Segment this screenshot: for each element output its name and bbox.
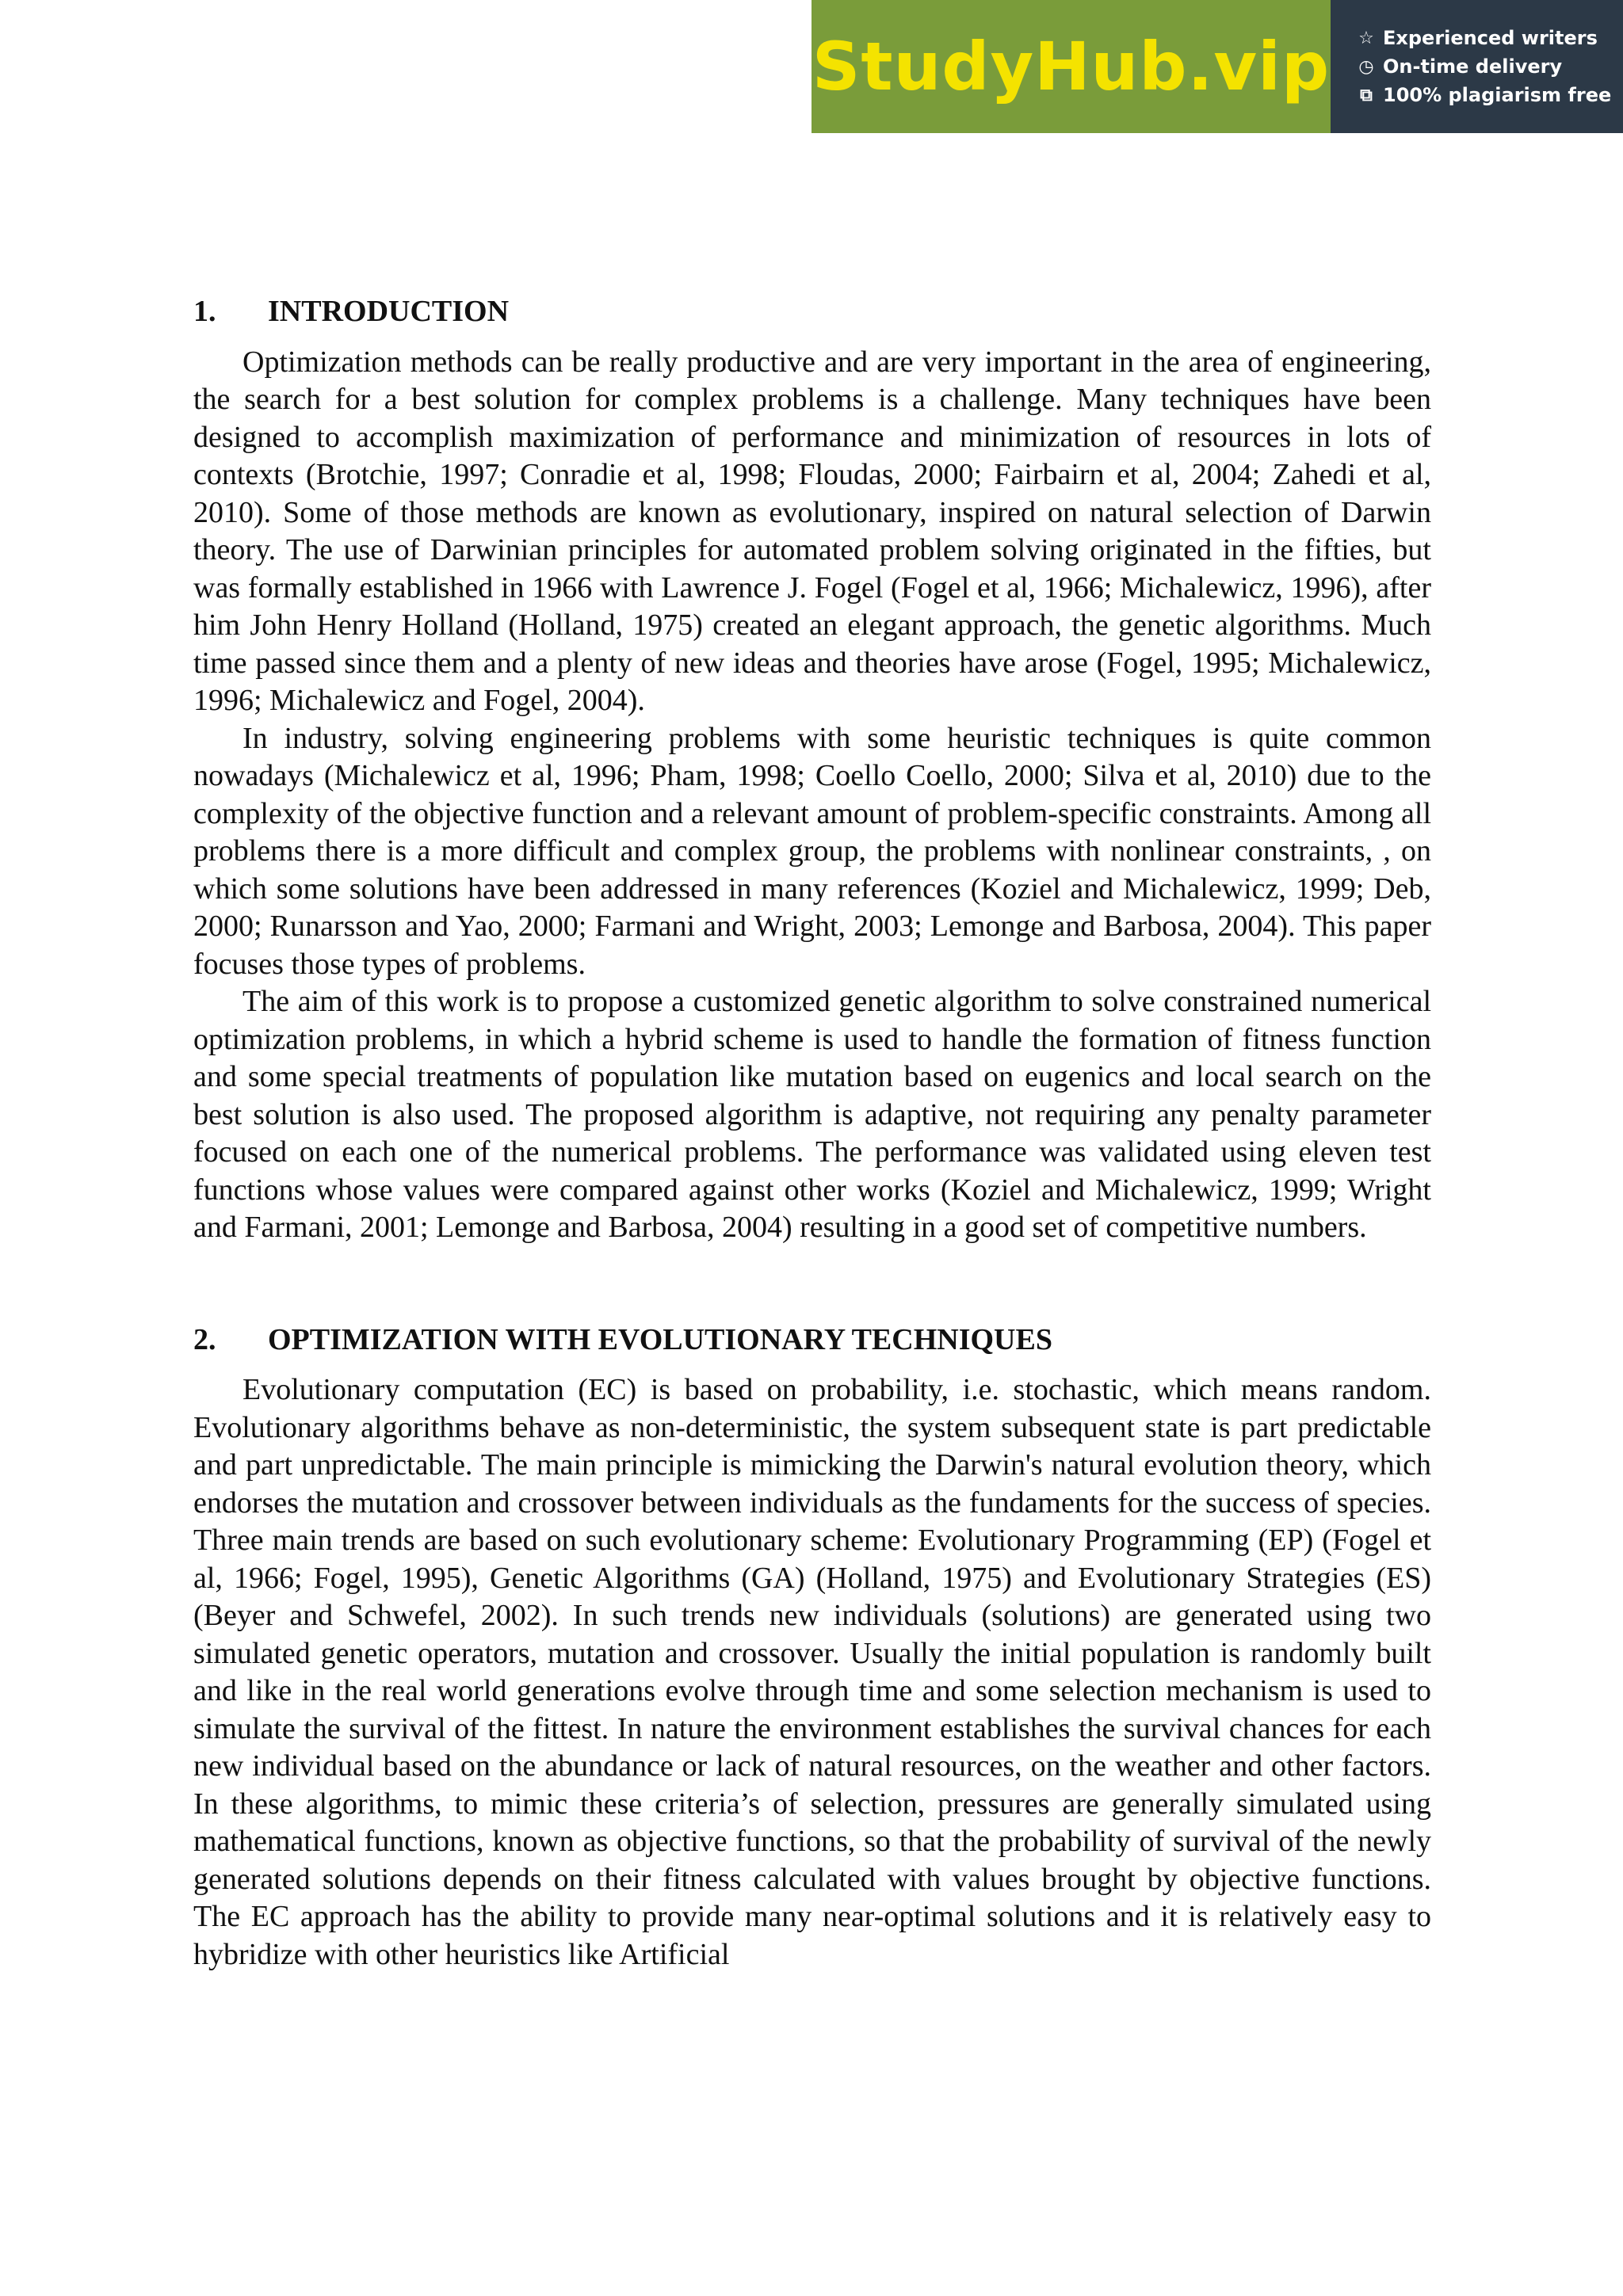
section-spacer: [193, 1247, 1431, 1322]
section-heading-introduction: [193, 293, 1431, 331]
feature-label: On-time delivery: [1383, 55, 1563, 78]
feature-experienced-writers: [1358, 27, 1623, 49]
paragraph: Optimization methods can be really productive and are very important in the area of engineering, the search for a best solution for complex problems is a challenge. Many techniques have been designed to accomplish maximization of performance and minimization of resources in lots of contexts (Brotchie, 1997; Conradie et al, 1998; Floudas, 2000; Fairbairn et al, 2004; Zahedi et al, 2010). Some of those methods are known as evolutionary, inspired on natural selection of Darwin theory. The use of Darwinian principles for automated problem solving originated in the fifties, but was formally established in 1966 with Lawrence J. Fogel (Fogel et al, 1966; Michalewicz, 1996), after him John Henry Holland (Holland, 1975) created an elegant approach, the genetic algorithms. Much time passed since them and a plenty of new ideas and theories have arose (Fogel, 1995; Michalewicz, 1996; Michalewicz and Fogel, 2004).: [193, 345, 1431, 717]
section-heading-optimization: [193, 1322, 1431, 1360]
feature-plagiarism-free: [1358, 84, 1623, 106]
feature-label: 100% plagiarism free: [1383, 84, 1612, 106]
feature-label: Experienced writers: [1383, 27, 1598, 49]
star-icon: ☆: [1358, 28, 1374, 48]
copy-icon: ⧉: [1360, 85, 1373, 105]
logo-text: StudyHub.vip: [812, 28, 1331, 105]
clock-icon: ◷: [1358, 56, 1374, 77]
paper-body: [193, 293, 1431, 1974]
paragraph: Evolutionary computation (EC) is based on probability, i.e. stochastic, which means random. Evolutionary algorithms behave as non-deterministic, the system subsequent state is part predictable and part unpredictable. The main principle is mimicking the Darwin's natural evolution theory, which endorses the mutation and crossover between individuals as the fundaments for the success of species. Three main trends are based on such evolutionary scheme: Evolutionary Programming (EP) (Fogel et al, 1966; Fogel, 1995), Genetic Algorithms (GA) (Holland, 1975) and Evolutionary Strategies (ES) (Beyer and Schwefel, 2002). In such trends new individuals (solutions) are generated using two simulated genetic operators, mutation and crossover. Usually the initial population is randomly built and like in the real world generations evolve through time and some selection mechanism is used to simulate the survival of the fittest. In nature the environment establishes the survival chances for each new individual based on the abundance or lack of natural resources, on the weather and other factors. In these algorithms, to mimic these criteria’s of selection, pressures are generally simulated using mathematical functions, known as objective functions, so that the probability of survival of the newly generated solutions depends on their fitness calculated with values brought by objective functions. The EC approach has the ability to provide many near-optimal solutions and it is relatively easy to hybridize with other heuristics like Artificial: [193, 1373, 1431, 1971]
banner-features: [1331, 0, 1623, 133]
section-number: 1.: [193, 295, 216, 328]
paragraph: The aim of this work is to propose a customized genetic algorithm to solve constrained numerical optimization problems, in which a hybrid scheme is used to handle the formation of fitness function and some special treatments of population like mutation based on eugenics and local search on the best solution is also used. The proposed algorithm is adaptive, not requiring any penalty parameter focused on each one of the numerical problems. The performance was validated using eleven test functions whose values were compared against other works (Koziel and Michalewicz, 1999; Wright and Farmani, 2001; Lemonge and Barbosa, 2004) resulting in a good set of competitive numbers.: [193, 985, 1431, 1244]
studyhub-logo[interactable]: [812, 0, 1331, 133]
studyhub-banner[interactable]: [812, 0, 1623, 133]
paragraph: In industry, solving engineering problems with some heuristic techniques is quite common nowadays (Michalewicz et al, 1996; Pham, 1998; Coello Coello, 2000; Silva et al, 2010) due to the complexity of the objective function and a relevant amount of problem-specific constraints. Among all problems there is a more difficult and complex group, the problems with nonlinear constraints, , on which some solutions have been addressed in many references (Koziel and Michalewicz, 1999; Deb, 2000; Runarsson and Yao, 2000; Farmani and Wright, 2003; Lemonge and Barbosa, 2004). This paper focuses those types of problems.: [193, 721, 1431, 981]
section-title: OPTIMIZATION WITH EVOLUTIONARY TECHNIQUES: [268, 1322, 1052, 1356]
section-number: 2.: [193, 1322, 216, 1356]
feature-on-time-delivery: [1358, 55, 1623, 78]
section-title: INTRODUCTION: [268, 295, 510, 328]
